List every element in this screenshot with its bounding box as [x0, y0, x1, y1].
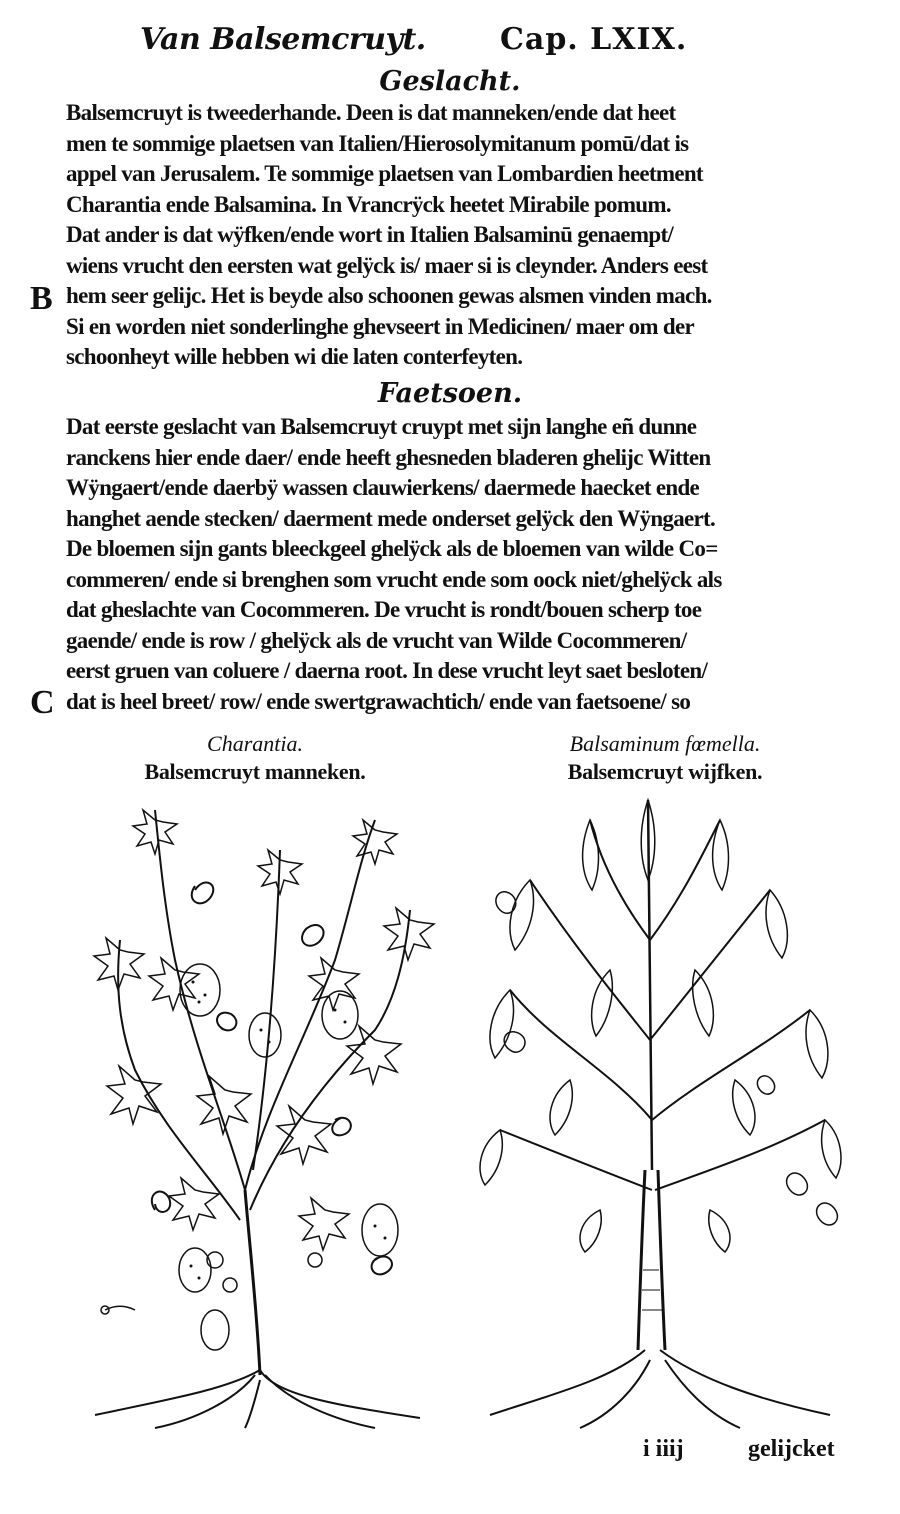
marginal-letter-b: B	[30, 280, 53, 317]
caption-dutch: Balsemcruyt wijfken.	[567, 759, 763, 784]
text-line: schoonheyt wille hebben wi die laten conterfeyten.	[66, 344, 523, 369]
text-line: Charantia ende Balsamina. In Vrancrÿck heetet Mirabile pomum.	[66, 191, 671, 217]
caption-latin: Charantia.	[207, 731, 303, 756]
text-line: De bloemen sijn gants bleeckgeel ghelÿck als de bloemen van wilde Co=	[66, 536, 718, 561]
text-line: hanghet aende stecken/ daerment mede onderset gelÿck den Wÿngaert.	[66, 505, 716, 531]
paragraph-faetsoen	[66, 412, 856, 717]
text-line: Balsemcruyt is tweederhande. Deen is dat manneken/ende dat heet	[66, 100, 676, 125]
text-line: Wÿngaert/ende daerbÿ wassen clauwierkens/ daermede haecket ende	[66, 475, 700, 500]
signature-mark: i iiij	[643, 1436, 684, 1462]
section-heading-geslacht: Geslacht.	[379, 66, 521, 97]
running-title: Van Balsemcruyt.	[140, 22, 426, 57]
woodcut-balsaminum	[470, 790, 850, 1430]
caption-dutch: Balsemcruyt manneken.	[144, 759, 366, 784]
text-line: Dat ander is dat wÿfken/ende wort in Italien Balsaminū genaempt/	[66, 222, 674, 247]
text-line: appel van Jerusalem. Te sommige plaetsen van Lombardien heetment	[66, 161, 703, 186]
text-line: hem seer gelijc. Het is beyde also schoonen gewas alsmen vinden mach.	[66, 283, 712, 308]
paragraph-geslacht	[66, 98, 856, 373]
text-line: ranckens hier ende daer/ ende heeft ghesneden bladeren ghelijc Witten	[66, 444, 711, 470]
text-line: wiens vrucht den eersten wat gelÿck is/ maer si is cleynder. Anders eest	[66, 252, 708, 278]
caption-left	[110, 730, 400, 786]
section-heading-faetsoen: Faetsoen.	[377, 378, 523, 409]
chapter-number: Cap. LXIX.	[500, 22, 688, 57]
text-line: dat is heel breet/ row/ ende swertgrawachtich/ ende van faetsoene/ so	[66, 688, 691, 714]
catchword: gelijcket	[748, 1436, 835, 1462]
text-line: dat gheslachte van Cocommeren. De vrucht is rondt/bouen scherp toe	[66, 597, 702, 622]
page-header	[140, 22, 700, 66]
text-line: Dat eerste geslacht van Balsemcruyt cruypt met sijn langhe eñ dunne	[66, 414, 697, 439]
text-line: gaende/ ende is row / ghelÿck als de vrucht van Wilde Cocommeren/	[66, 627, 687, 653]
woodcut-charantia	[75, 790, 445, 1430]
text-line: eerst gruen van coluere / daerna root. In dese vrucht leyt saet besloten/	[66, 658, 708, 683]
caption-latin: Balsaminum fœmella.	[569, 731, 761, 756]
marginal-letter-c: C	[30, 684, 55, 721]
text-line: Si en worden niet sonderlinghe ghevseert in Medicinen/ maer om der	[66, 313, 694, 339]
caption-right	[500, 730, 830, 786]
text-line: men te sommige plaetsen van Italien/Hierosolymitanum pomū/dat is	[66, 130, 689, 156]
text-line: commeren/ ende si brenghen som vrucht ende som oock niet/ghelÿck als	[66, 566, 722, 592]
